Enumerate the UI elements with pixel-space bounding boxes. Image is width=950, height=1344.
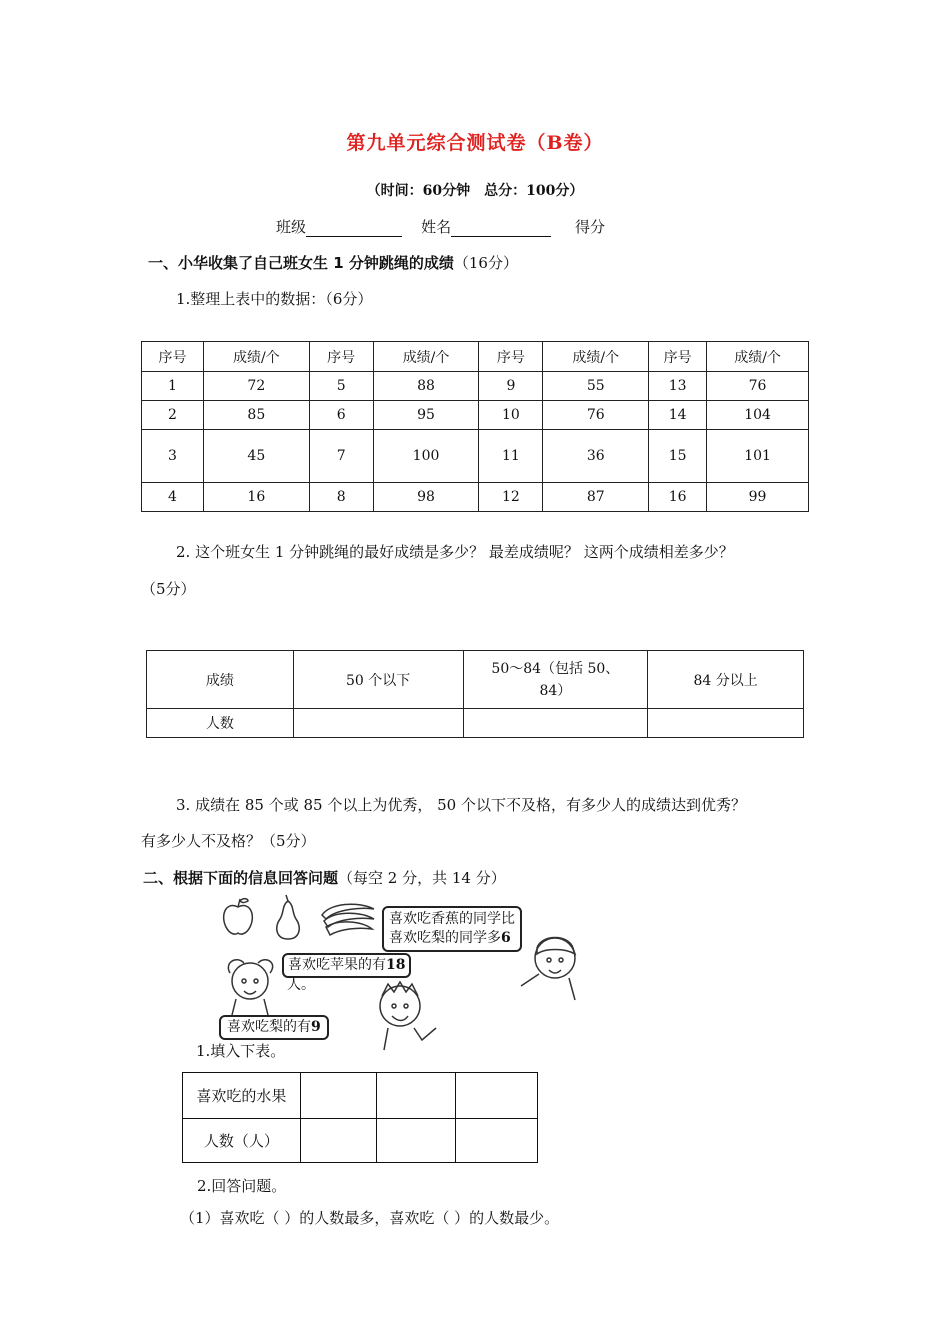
pear-bubble-text: 喜欢吃梨的有 bbox=[227, 1019, 311, 1035]
table-header-row bbox=[142, 342, 809, 372]
table-cell: 88 bbox=[373, 372, 479, 401]
pear-bubble-number: 9 bbox=[311, 1019, 321, 1035]
fruit-illustrations bbox=[218, 895, 378, 945]
table-header: 成绩/个 bbox=[203, 342, 309, 372]
table-cell: 11 bbox=[479, 430, 543, 483]
student-info-line bbox=[276, 216, 605, 237]
table-header: 序号 bbox=[309, 342, 373, 372]
table-row bbox=[147, 651, 804, 709]
table-header: 成绩/个 bbox=[373, 342, 479, 372]
name-blank[interactable] bbox=[451, 220, 551, 237]
class-blank[interactable] bbox=[306, 220, 402, 237]
table-cell: 16 bbox=[649, 483, 707, 512]
table-header: 成绩/个 bbox=[543, 342, 649, 372]
table-header bbox=[463, 651, 648, 709]
banana-bubble-number: 6 bbox=[501, 930, 511, 946]
banana-bubble-text: 喜欢吃梨的同学多 bbox=[389, 930, 501, 946]
table-header: 序号 bbox=[142, 342, 204, 372]
table-cell: 100 bbox=[373, 430, 479, 483]
name-label: 姓名 bbox=[421, 218, 452, 236]
table-row bbox=[183, 1073, 538, 1119]
answer-cell[interactable] bbox=[376, 1073, 456, 1119]
apple-bubble-number: 18 bbox=[386, 957, 406, 973]
boy-character-icon bbox=[370, 980, 445, 1052]
table-cell: 13 bbox=[649, 372, 707, 401]
table-header: 84 分以上 bbox=[648, 651, 804, 709]
banana-icon bbox=[322, 904, 374, 935]
table-header: 人数 bbox=[147, 709, 294, 738]
child-character-icon bbox=[515, 930, 590, 1002]
table-row bbox=[142, 483, 809, 512]
apple-bubble-text: 喜欢吃苹果的有 bbox=[288, 957, 386, 973]
table-row bbox=[142, 430, 809, 483]
table-header: 50 个以下 bbox=[293, 651, 463, 709]
section1-q2-line1: 2. 这个班女生 1 分钟跳绳的最好成绩是多少？ 最差成绩呢？ 这两个成绩相差多少？ bbox=[176, 543, 734, 561]
girl-character-icon bbox=[222, 955, 282, 1017]
section1-q3-line2: 有多少人不及格？（5分） bbox=[141, 832, 316, 850]
table-cell: 85 bbox=[203, 401, 309, 430]
fruit-preference-table bbox=[182, 1072, 538, 1163]
page-title: 第九单元综合测试卷（B卷） bbox=[346, 132, 604, 154]
answer-cell[interactable] bbox=[456, 1119, 538, 1163]
table-header: 成绩 bbox=[147, 651, 294, 709]
answer-cell[interactable] bbox=[376, 1119, 456, 1163]
table-cell: 2 bbox=[142, 401, 204, 430]
section2-q2: 2.回答问题。 bbox=[197, 1177, 287, 1195]
answer-cell[interactable] bbox=[300, 1119, 376, 1163]
section2-heading-text: 二、根据下面的信息回答问题 bbox=[143, 869, 339, 887]
answer-cell[interactable] bbox=[463, 709, 648, 738]
table-header: 序号 bbox=[649, 342, 707, 372]
table-cell: 72 bbox=[203, 372, 309, 401]
exam-time-and-score: （时间：60分钟 总分：100分） bbox=[366, 183, 584, 199]
table-cell: 45 bbox=[203, 430, 309, 483]
section1-points: （16分） bbox=[453, 254, 518, 272]
table-cell: 36 bbox=[543, 430, 649, 483]
table-cell: 3 bbox=[142, 430, 204, 483]
pear-icon bbox=[277, 895, 300, 939]
section1-q2-line2: （5分） bbox=[141, 580, 196, 598]
class-label: 班级 bbox=[276, 218, 307, 236]
pear-speech-bubble bbox=[219, 1015, 329, 1040]
table-cell: 7 bbox=[309, 430, 373, 483]
table-cell: 76 bbox=[707, 372, 809, 401]
section1-heading bbox=[148, 252, 518, 273]
apple-icon bbox=[224, 899, 253, 934]
jump-rope-score-table bbox=[141, 341, 809, 512]
table-cell: 15 bbox=[649, 430, 707, 483]
table-cell: 4 bbox=[142, 483, 204, 512]
answer-cell[interactable] bbox=[648, 709, 804, 738]
table-cell: 12 bbox=[479, 483, 543, 512]
table-cell: 99 bbox=[707, 483, 809, 512]
score-range-table bbox=[146, 650, 804, 738]
banana-bubble-line2 bbox=[389, 929, 515, 948]
table-cell: 76 bbox=[543, 401, 649, 430]
table-cell: 10 bbox=[479, 401, 543, 430]
section1-q1: 1.整理上表中的数据：（6分） bbox=[176, 290, 373, 308]
section1-q3-line1: 3. 成绩在 85 个或 85 个以上为优秀， 50 个以下不及格，有多少人的成绩达到优秀？ bbox=[176, 796, 746, 814]
section2-q2-1: （1）喜欢吃（ ）的人数最多，喜欢吃（ ）的人数最少。 bbox=[180, 1209, 560, 1227]
table-row bbox=[142, 401, 809, 430]
table-cell: 5 bbox=[309, 372, 373, 401]
range-label-line1: 50～84（包括 50、 bbox=[491, 660, 620, 677]
table-header: 喜欢吃的水果 bbox=[183, 1073, 301, 1119]
score-label: 得分 bbox=[574, 218, 605, 236]
table-header: 人数（人） bbox=[183, 1119, 301, 1163]
table-cell: 6 bbox=[309, 401, 373, 430]
table-cell: 87 bbox=[543, 483, 649, 512]
table-cell: 101 bbox=[707, 430, 809, 483]
banana-bubble-line1: 喜欢吃香蕉的同学比 bbox=[389, 911, 515, 927]
table-cell: 16 bbox=[203, 483, 309, 512]
section2-points: （每空 2 分，共 14 分） bbox=[338, 869, 506, 887]
range-label-line2: 84） bbox=[539, 682, 572, 699]
table-cell: 98 bbox=[373, 483, 479, 512]
table-cell: 14 bbox=[649, 401, 707, 430]
table-row bbox=[147, 709, 804, 738]
table-cell: 1 bbox=[142, 372, 204, 401]
table-header: 成绩/个 bbox=[707, 342, 809, 372]
table-cell: 55 bbox=[543, 372, 649, 401]
table-cell: 8 bbox=[309, 483, 373, 512]
section2-q1: 1.填入下表。 bbox=[196, 1042, 286, 1060]
table-cell: 95 bbox=[373, 401, 479, 430]
section2-heading bbox=[143, 867, 506, 888]
banana-speech-bubble bbox=[382, 906, 522, 952]
apple-bubble-unit: 人。 bbox=[287, 977, 315, 993]
answer-cell[interactable] bbox=[293, 709, 463, 738]
table-cell: 104 bbox=[707, 401, 809, 430]
answer-cell[interactable] bbox=[300, 1073, 376, 1119]
table-row bbox=[183, 1119, 538, 1163]
table-cell: 9 bbox=[479, 372, 543, 401]
answer-cell[interactable] bbox=[456, 1073, 538, 1119]
section1-heading-text: 一、小华收集了自己班女生 1 分钟跳绳的成绩 bbox=[148, 254, 454, 272]
table-row bbox=[142, 372, 809, 401]
table-header: 序号 bbox=[479, 342, 543, 372]
